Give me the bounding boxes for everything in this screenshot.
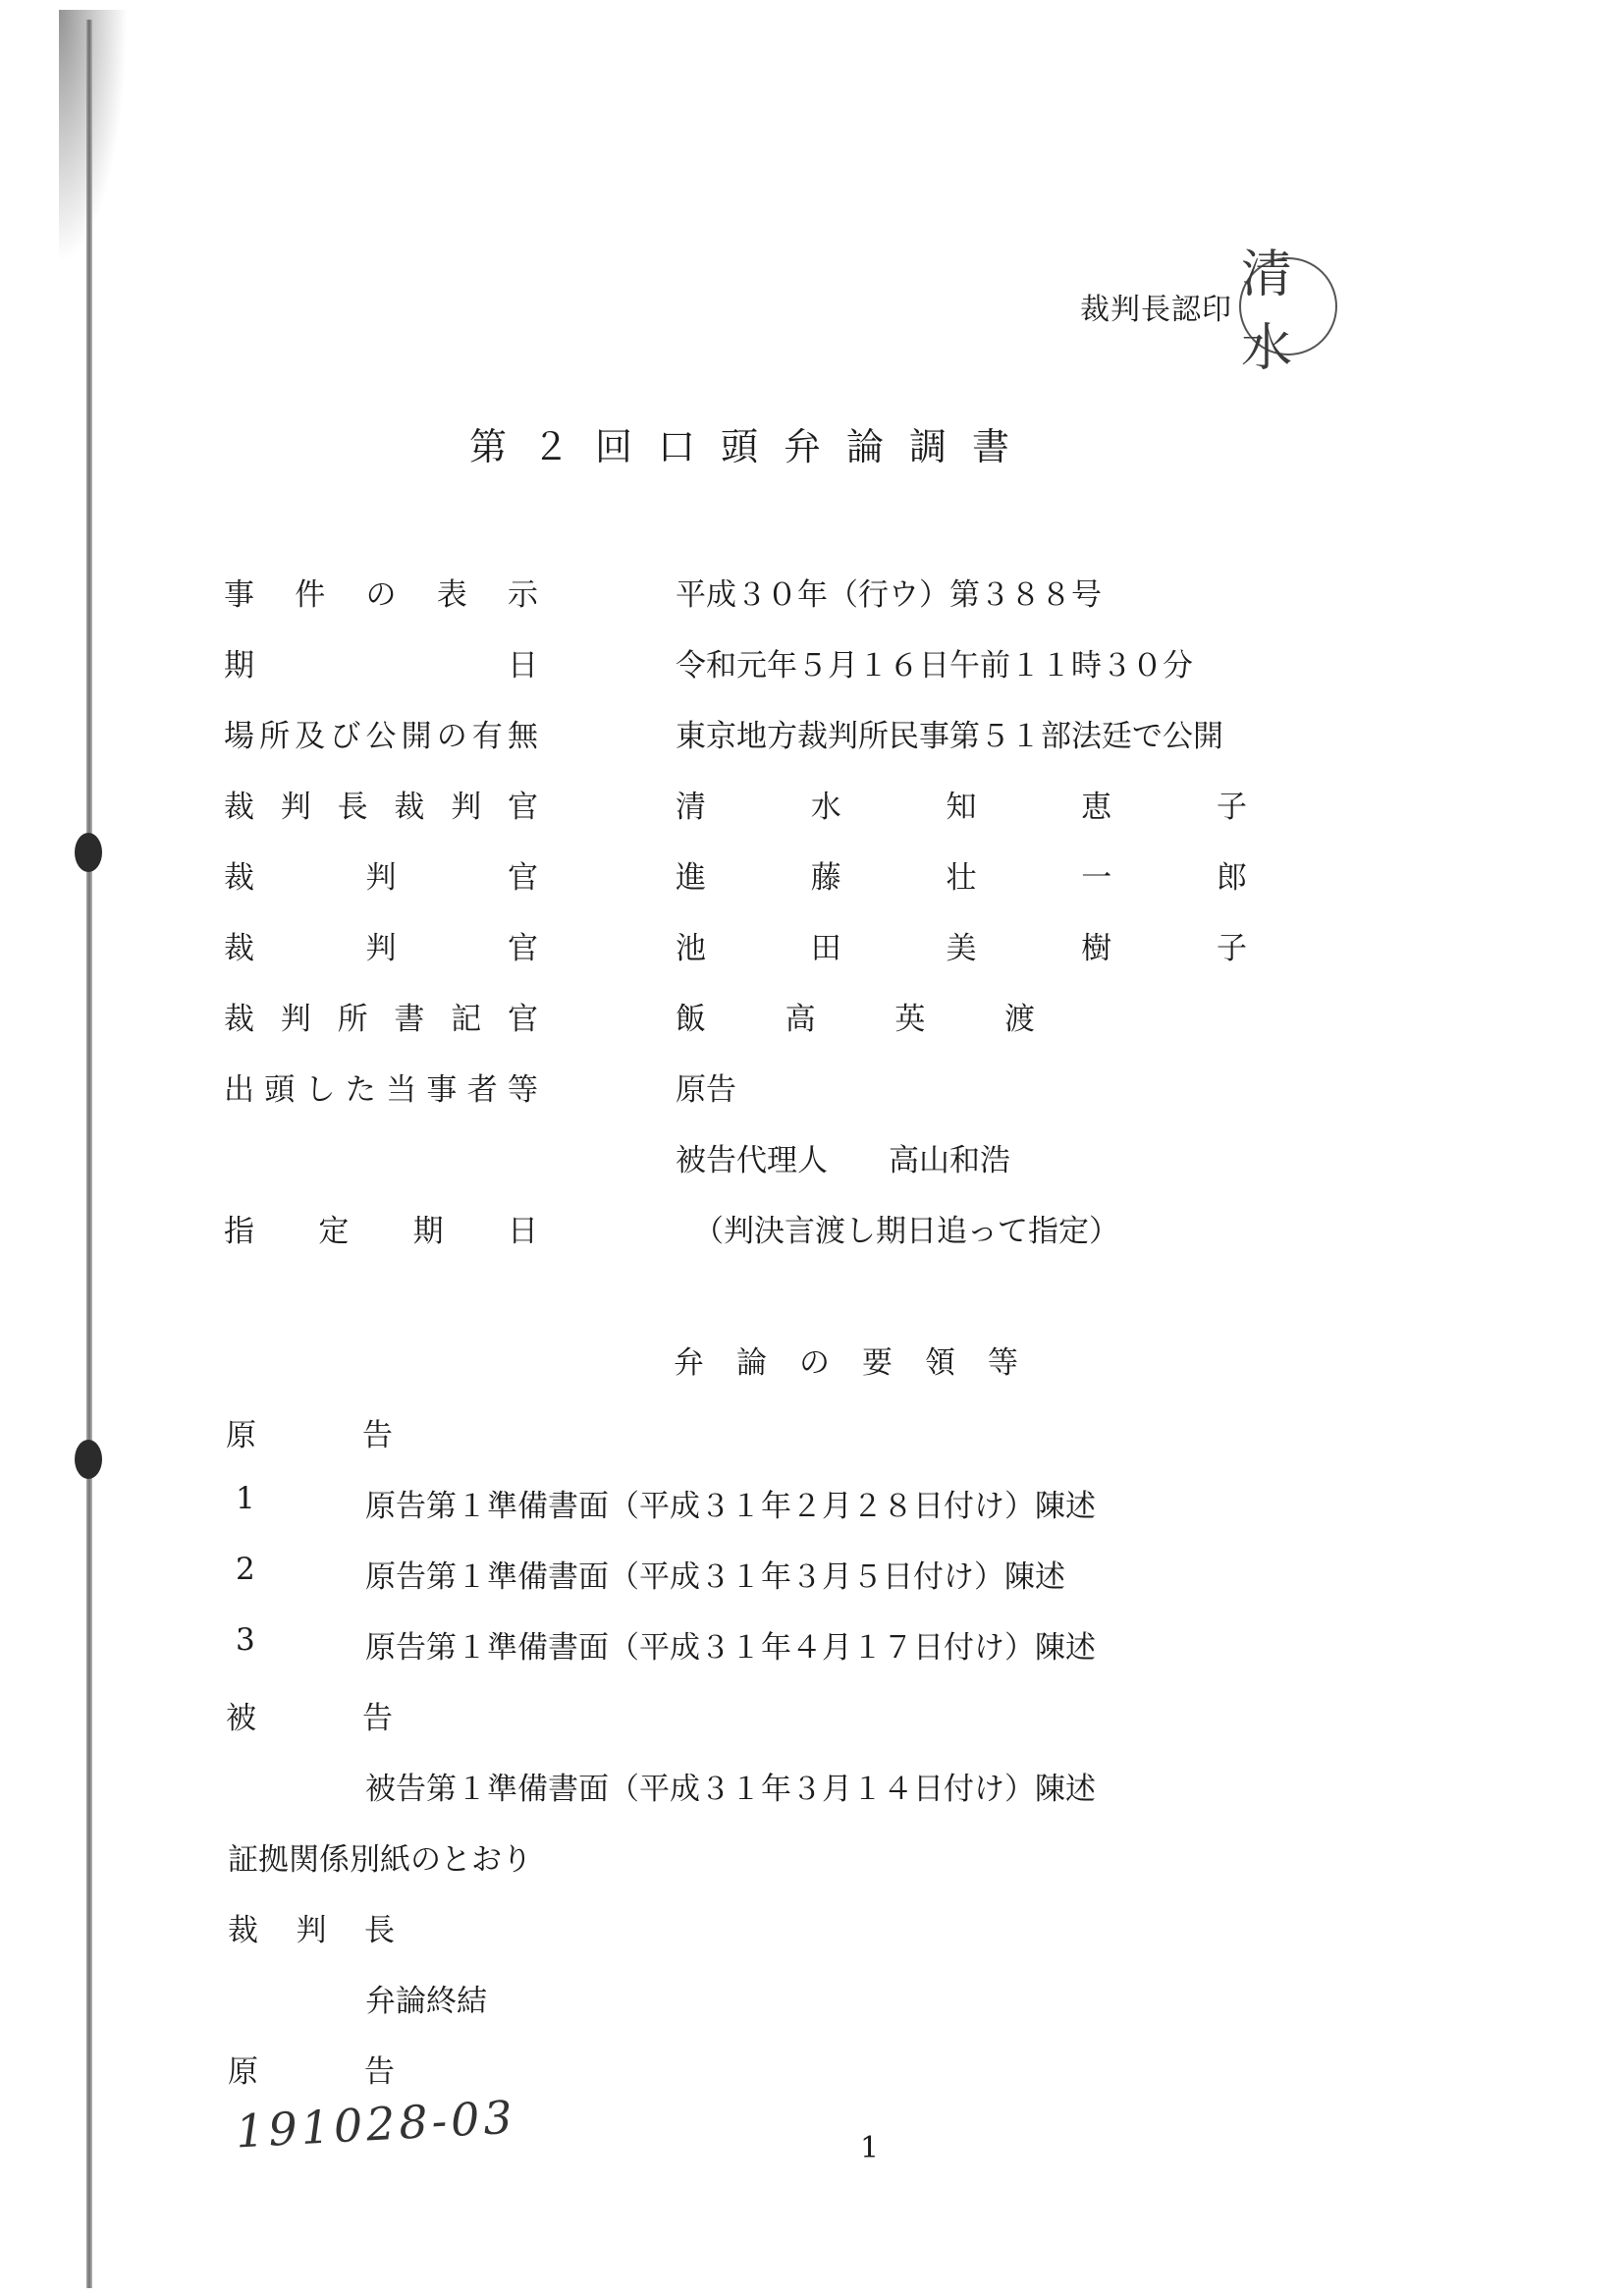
- item-number: 2: [236, 1552, 255, 1587]
- binding-shadow: [59, 10, 128, 265]
- char: 長: [337, 790, 368, 825]
- char: 裁: [228, 1913, 258, 1948]
- presiding-item: 弁論終結: [365, 1984, 487, 2019]
- plaintiff-label-2: [228, 2047, 395, 2091]
- char: 恵: [1081, 790, 1112, 825]
- char: 一: [1081, 860, 1112, 896]
- char: 頭: [264, 1072, 296, 1108]
- char: 長: [364, 1913, 395, 1948]
- field-value: （判決言渡し期日追って指定）: [693, 1214, 1119, 1249]
- punch-hole-lower: [75, 1440, 102, 1479]
- char: 官: [507, 790, 538, 825]
- char: 被: [226, 1701, 256, 1736]
- char: 告: [362, 1418, 393, 1453]
- char: 公: [365, 719, 397, 754]
- char: 所: [337, 1002, 368, 1037]
- char: 裁: [224, 790, 254, 825]
- field-label: [224, 852, 538, 897]
- char: 高: [785, 1002, 816, 1037]
- char: 者: [466, 1072, 498, 1108]
- plaintiff-item: 原告第１準備書面（平成３１年４月１７日付け）陳述: [365, 1630, 1096, 1666]
- char: 知: [946, 790, 977, 825]
- char: の: [436, 719, 467, 754]
- char: 原: [228, 2054, 258, 2090]
- char: 判: [451, 790, 482, 825]
- field-value: 東京地方裁判所民事第５１部法廷で公開: [676, 719, 1223, 754]
- char: 及: [295, 719, 326, 754]
- char: 池: [676, 931, 706, 966]
- field-value: 原告: [676, 1072, 736, 1108]
- field-label: [224, 570, 538, 614]
- char: 告: [364, 2054, 395, 2090]
- char: 有: [471, 719, 503, 754]
- binding-edge: [86, 20, 92, 2288]
- char: 告: [362, 1701, 393, 1736]
- field-label: [224, 782, 538, 826]
- char: 場: [224, 719, 254, 754]
- char: 出: [224, 1072, 254, 1108]
- char: の: [365, 577, 397, 613]
- char: 所: [259, 719, 291, 754]
- defendant-label: [226, 1693, 393, 1737]
- field-label: [224, 711, 538, 755]
- char: し: [304, 1072, 336, 1108]
- char: 郎: [1217, 860, 1247, 896]
- char: 英: [894, 1002, 926, 1037]
- char: 美: [946, 931, 977, 966]
- char: 官: [507, 1002, 538, 1037]
- proceedings-heading: 弁論の要領等: [674, 1345, 1051, 1381]
- field-value: [676, 994, 1035, 1038]
- char: 判: [365, 931, 397, 966]
- presiding-label: [228, 1905, 395, 1949]
- field-value: 令和元年５月１６日午前１１時３０分: [676, 648, 1193, 683]
- plaintiff-item: 原告第１準備書面（平成３１年３月５日付け）陳述: [365, 1559, 1065, 1595]
- field-label: [224, 640, 538, 684]
- defendant-item: 被告第１準備書面（平成３１年３月１４日付け）陳述: [365, 1772, 1096, 1807]
- field-value: [676, 852, 1247, 897]
- char: 子: [1217, 931, 1247, 966]
- char: た: [345, 1072, 376, 1108]
- field-value: 平成３０年（行ウ）第３８８号: [676, 577, 1102, 613]
- char: 子: [1217, 790, 1247, 825]
- approval-label: 裁判長認印: [1080, 293, 1232, 327]
- char: 書: [394, 1002, 425, 1037]
- char: 清: [676, 790, 706, 825]
- char: 原: [226, 1418, 256, 1453]
- char: 飯: [676, 1002, 706, 1037]
- char: 事: [426, 1072, 458, 1108]
- char: 日: [508, 648, 538, 683]
- field-value: [676, 923, 1247, 967]
- field-value: [676, 782, 1247, 826]
- char: 件: [295, 577, 326, 613]
- char: び: [330, 719, 361, 754]
- char: 樹: [1081, 931, 1112, 966]
- char: 藤: [810, 860, 841, 896]
- char: 判: [280, 790, 311, 825]
- field-label: [224, 923, 538, 967]
- char: 進: [676, 860, 706, 896]
- field-label: [224, 1206, 538, 1250]
- field-label: [224, 1065, 538, 1109]
- punch-hole-upper: [75, 833, 102, 872]
- field-label: [224, 994, 538, 1038]
- page-number: 1: [860, 2131, 880, 2165]
- handwritten-note: 191028-03: [234, 2090, 517, 2159]
- char: 裁: [224, 860, 254, 896]
- char: 判: [296, 1913, 327, 1948]
- field-value: 被告代理人 高山和浩: [676, 1143, 1010, 1178]
- plaintiff-item: 原告第１準備書面（平成３１年２月２８日付け）陳述: [365, 1489, 1096, 1524]
- plaintiff-label: [226, 1410, 393, 1454]
- document-title: 第２回口頭弁論調書: [469, 425, 1036, 468]
- item-number: 3: [236, 1622, 255, 1658]
- char: 開: [401, 719, 432, 754]
- char: 当: [386, 1072, 417, 1108]
- char: 日: [507, 1214, 538, 1249]
- char: 裁: [394, 790, 425, 825]
- char: 定: [318, 1214, 350, 1249]
- char: 期: [224, 648, 254, 683]
- char: 官: [508, 931, 538, 966]
- char: 記: [451, 1002, 482, 1037]
- char: 無: [508, 719, 538, 754]
- char: 田: [810, 931, 841, 966]
- char: 渡: [1003, 1002, 1035, 1037]
- char: 官: [508, 860, 538, 896]
- char: 表: [436, 577, 467, 613]
- char: 壮: [946, 860, 977, 896]
- char: 期: [412, 1214, 444, 1249]
- evidence-note: 証拠関係別紙のとおり: [228, 1842, 532, 1878]
- char: 裁: [224, 931, 254, 966]
- char: 示: [508, 577, 538, 613]
- judge-seal-stamp: 清水: [1239, 257, 1337, 355]
- char: 等: [507, 1072, 538, 1108]
- char: 水: [810, 790, 841, 825]
- char: 指: [224, 1214, 254, 1249]
- char: 事: [224, 577, 254, 613]
- char: 裁: [224, 1002, 254, 1037]
- char: 判: [280, 1002, 311, 1037]
- item-number: 1: [236, 1481, 255, 1516]
- char: 判: [365, 860, 397, 896]
